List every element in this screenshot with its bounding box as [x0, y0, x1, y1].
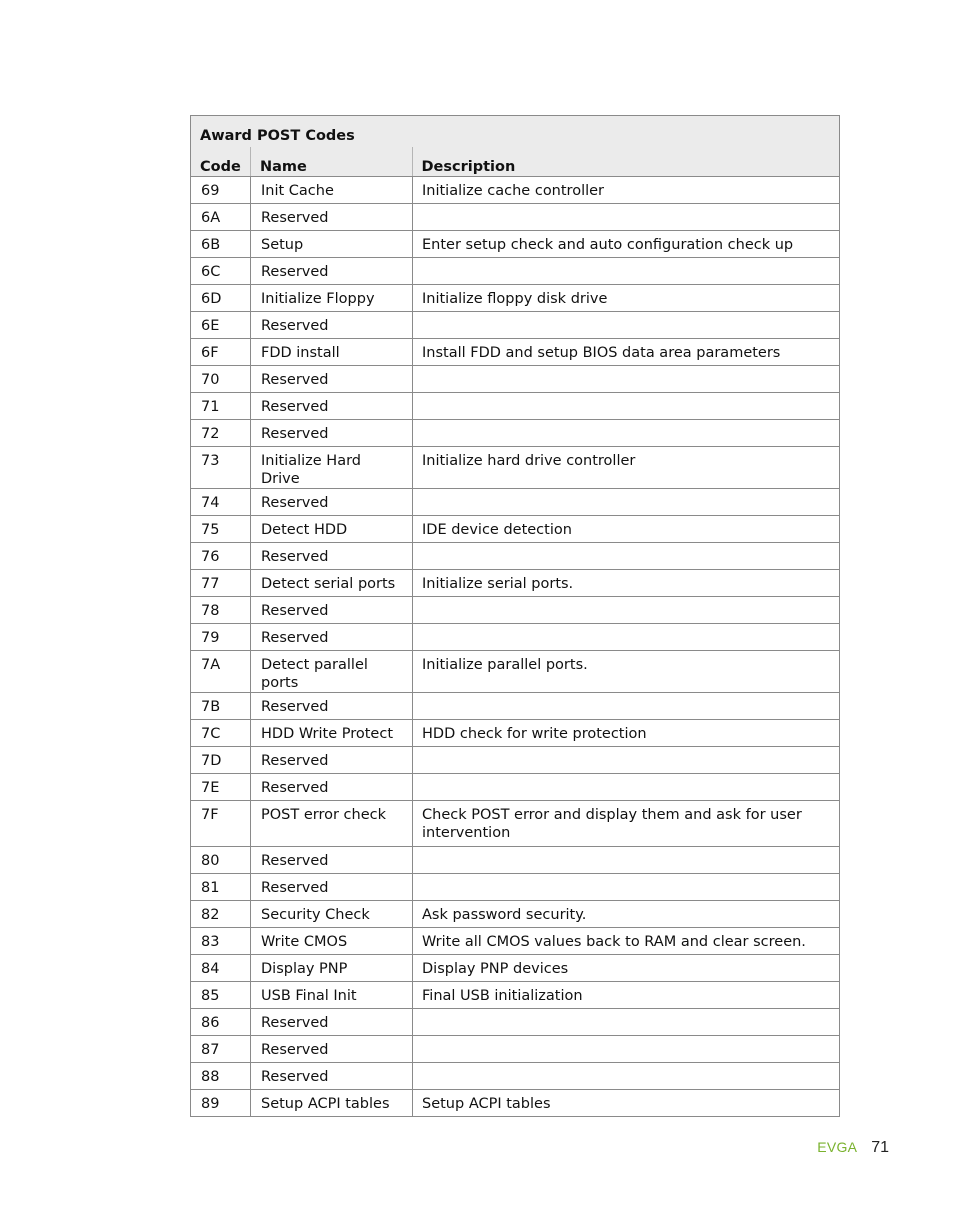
code-cell: 6D	[191, 285, 251, 312]
name-cell: Init Cache	[251, 177, 413, 204]
code-cell: 79	[191, 624, 251, 651]
name-cell: Initialize Hard Drive	[251, 447, 413, 489]
table-row	[191, 489, 840, 516]
description-cell	[413, 1036, 840, 1063]
code-cell: 83	[191, 928, 251, 955]
description-cell	[413, 774, 840, 801]
name-cell: Setup ACPI tables	[251, 1090, 413, 1117]
name-cell: Initialize Floppy	[251, 285, 413, 312]
name-cell: Write CMOS	[251, 928, 413, 955]
table-row	[191, 204, 840, 231]
code-cell: 7B	[191, 693, 251, 720]
description-cell: Initialize hard drive controller	[413, 447, 840, 489]
code-cell: 73	[191, 447, 251, 489]
award-post-codes-table	[190, 115, 840, 1117]
table-row	[191, 570, 840, 597]
description-cell	[413, 258, 840, 285]
description-cell	[413, 393, 840, 420]
code-cell: 75	[191, 516, 251, 543]
name-cell: HDD Write Protect	[251, 720, 413, 747]
table-row	[191, 874, 840, 901]
code-cell: 89	[191, 1090, 251, 1117]
table-title: Award POST Codes	[191, 116, 840, 147]
code-cell: 6C	[191, 258, 251, 285]
table-row	[191, 1009, 840, 1036]
description-cell	[413, 847, 840, 874]
code-cell: 76	[191, 543, 251, 570]
table-row	[191, 847, 840, 874]
description-cell: Initialize serial ports.	[413, 570, 840, 597]
code-cell: 6F	[191, 339, 251, 366]
description-cell: IDE device detection	[413, 516, 840, 543]
page-number: 71	[871, 1139, 889, 1156]
table-row	[191, 420, 840, 447]
table-row	[191, 801, 840, 847]
code-cell: 86	[191, 1009, 251, 1036]
name-cell: USB Final Init	[251, 982, 413, 1009]
table-row	[191, 928, 840, 955]
description-cell: Display PNP devices	[413, 955, 840, 982]
table-row	[191, 339, 840, 366]
description-cell: HDD check for write protection	[413, 720, 840, 747]
table-row	[191, 393, 840, 420]
table-row	[191, 285, 840, 312]
name-cell: Reserved	[251, 543, 413, 570]
description-cell: Setup ACPI tables	[413, 1090, 840, 1117]
column-header-name: Name	[251, 147, 413, 177]
name-cell: Reserved	[251, 847, 413, 874]
table-row	[191, 774, 840, 801]
description-cell	[413, 874, 840, 901]
name-cell: Detect parallel ports	[251, 651, 413, 693]
column-header-code: Code	[191, 147, 251, 177]
name-cell: Detect serial ports	[251, 570, 413, 597]
name-cell: Reserved	[251, 597, 413, 624]
code-cell: 72	[191, 420, 251, 447]
description-cell	[413, 204, 840, 231]
code-cell: 6E	[191, 312, 251, 339]
name-cell: Reserved	[251, 366, 413, 393]
description-cell	[413, 489, 840, 516]
table-row	[191, 177, 840, 204]
description-cell: Initialize parallel ports.	[413, 651, 840, 693]
code-cell: 87	[191, 1036, 251, 1063]
code-cell: 6A	[191, 204, 251, 231]
code-cell: 6B	[191, 231, 251, 258]
code-cell: 74	[191, 489, 251, 516]
code-cell: 78	[191, 597, 251, 624]
description-cell	[413, 624, 840, 651]
code-cell: 7F	[191, 801, 251, 847]
table-row	[191, 543, 840, 570]
table-row	[191, 1090, 840, 1117]
name-cell: Reserved	[251, 393, 413, 420]
name-cell: Reserved	[251, 258, 413, 285]
table-title-row	[191, 116, 840, 147]
brand-name: EVGA	[817, 1139, 858, 1155]
name-cell: Reserved	[251, 204, 413, 231]
table-row	[191, 1063, 840, 1090]
name-cell: Reserved	[251, 624, 413, 651]
description-cell	[413, 366, 840, 393]
table-row	[191, 982, 840, 1009]
description-cell	[413, 747, 840, 774]
table-row	[191, 955, 840, 982]
code-cell: 7D	[191, 747, 251, 774]
description-cell: Install FDD and setup BIOS data area parameters	[413, 339, 840, 366]
name-cell: Setup	[251, 231, 413, 258]
name-cell: Reserved	[251, 693, 413, 720]
description-cell	[413, 312, 840, 339]
table-header	[191, 116, 840, 177]
table-row	[191, 231, 840, 258]
name-cell: Reserved	[251, 312, 413, 339]
code-cell: 81	[191, 874, 251, 901]
code-cell: 85	[191, 982, 251, 1009]
table-row	[191, 1036, 840, 1063]
table-row	[191, 447, 840, 489]
page-footer	[817, 1139, 889, 1157]
code-cell: 80	[191, 847, 251, 874]
description-cell: Initialize cache controller	[413, 177, 840, 204]
name-cell: Security Check	[251, 901, 413, 928]
code-cell: 84	[191, 955, 251, 982]
description-cell: Enter setup check and auto configuration check up	[413, 231, 840, 258]
name-cell: Reserved	[251, 747, 413, 774]
code-cell: 7C	[191, 720, 251, 747]
description-cell	[413, 420, 840, 447]
name-cell: Reserved	[251, 1063, 413, 1090]
table-row	[191, 516, 840, 543]
name-cell: FDD install	[251, 339, 413, 366]
code-cell: 7A	[191, 651, 251, 693]
name-cell: Display PNP	[251, 955, 413, 982]
table-row	[191, 312, 840, 339]
description-cell	[413, 597, 840, 624]
code-cell: 7E	[191, 774, 251, 801]
name-cell: Reserved	[251, 1009, 413, 1036]
name-cell: Reserved	[251, 1036, 413, 1063]
description-cell: Final USB initialization	[413, 982, 840, 1009]
name-cell: Detect HDD	[251, 516, 413, 543]
description-cell	[413, 1009, 840, 1036]
description-cell	[413, 543, 840, 570]
table-row	[191, 693, 840, 720]
table-body	[191, 177, 840, 1117]
name-cell: Reserved	[251, 774, 413, 801]
name-cell: Reserved	[251, 420, 413, 447]
table-row	[191, 901, 840, 928]
description-cell: Ask password security.	[413, 901, 840, 928]
description-cell	[413, 693, 840, 720]
column-header-description: Description	[413, 147, 840, 177]
table-row	[191, 366, 840, 393]
table-row	[191, 597, 840, 624]
code-cell: 71	[191, 393, 251, 420]
table-row	[191, 651, 840, 693]
description-cell	[413, 1063, 840, 1090]
description-cell: Write all CMOS values back to RAM and clear screen.	[413, 928, 840, 955]
table-row	[191, 624, 840, 651]
code-cell: 82	[191, 901, 251, 928]
code-cell: 69	[191, 177, 251, 204]
name-cell: Reserved	[251, 489, 413, 516]
table-row	[191, 747, 840, 774]
table-row	[191, 720, 840, 747]
table-row	[191, 258, 840, 285]
code-cell: 77	[191, 570, 251, 597]
code-cell: 70	[191, 366, 251, 393]
name-cell: Reserved	[251, 874, 413, 901]
description-cell: Initialize floppy disk drive	[413, 285, 840, 312]
column-header-row	[191, 147, 840, 177]
code-cell: 88	[191, 1063, 251, 1090]
description-cell: Check POST error and display them and ask for user intervention	[413, 801, 840, 847]
name-cell: POST error check	[251, 801, 413, 847]
